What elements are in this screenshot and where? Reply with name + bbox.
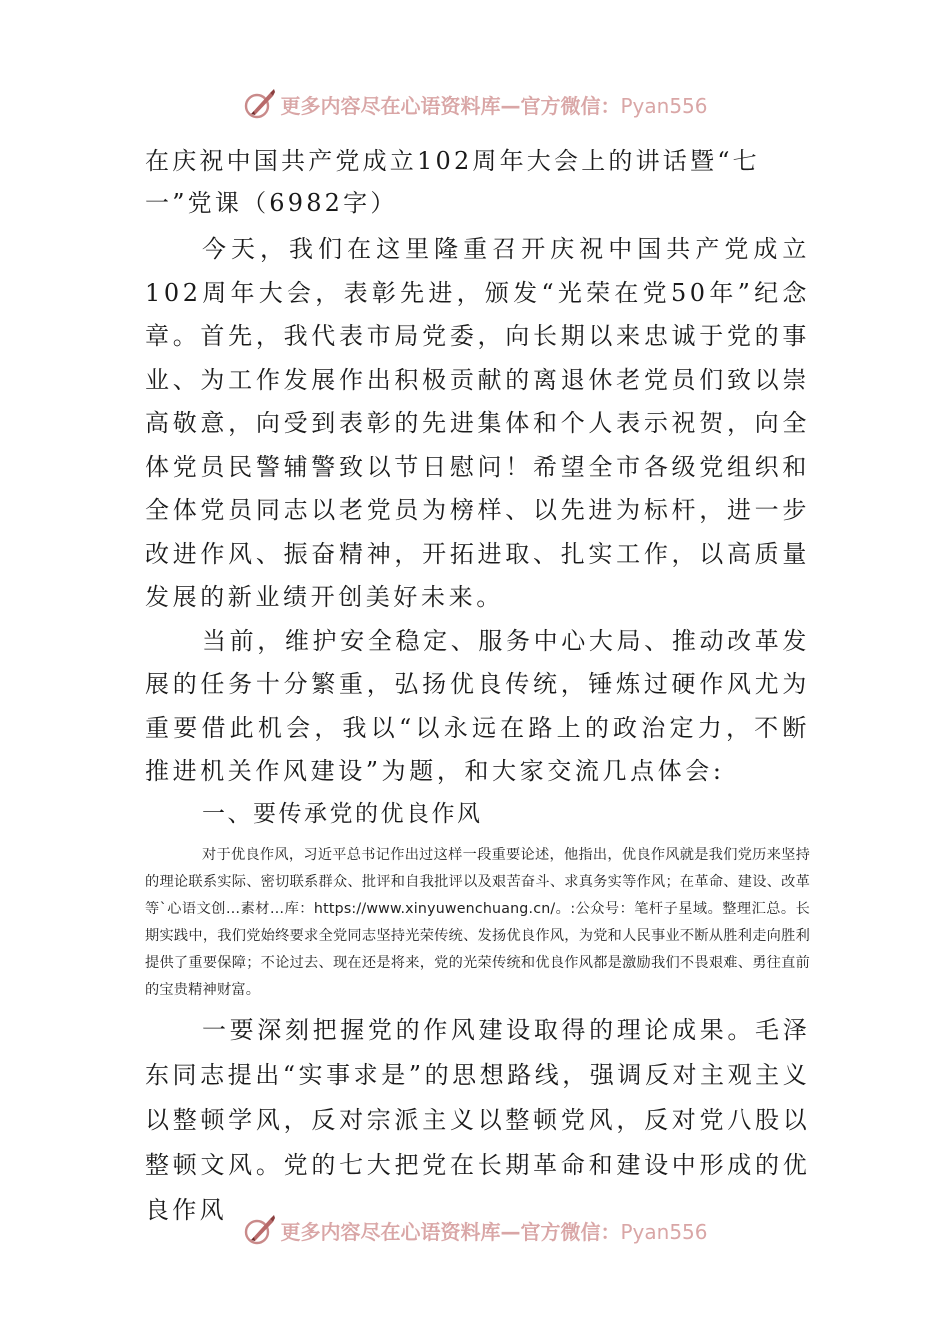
footer-watermark-banner (0, 1210, 950, 1250)
watermark-label: 更多内容尽在心语资料库—官方微信： (280, 93, 621, 118)
watermark-text (280, 1216, 707, 1245)
wechat-id: Pyan556 (620, 93, 708, 118)
quill-pen-logo-icon (242, 1213, 276, 1247)
wechat-id: Pyan556 (620, 1219, 708, 1244)
document-title: 在庆祝中国共产党成立102周年大会上的讲话暨“七一”党课（6982字） (145, 147, 760, 217)
quote-paragraph: 对于优良作风，习近平总书记作出过这样一段重要论述，他指出，优良作风就是我们党历来坚持的理论联系实际、密切联系群众、批评和自我批评以及艰苦奋斗、求真务实等作风；在革命、建设、改革等`心语文创…素材…库：https://www.xinyuwenchuang.cn/。:公众号：笔杆子星域。整理汇总。长期实践中，我们党始终要求全党同志坚持光荣传统、发扬优良作风，为党和人民事业不断从胜利走向胜利提供了重要保障；不论过去、现在还是将来，党的光荣传统和优良作风都是激励我们不畏艰难、勇往直前的宝贵精神财富。 (145, 846, 810, 998)
watermark-label: 更多内容尽在心语资料库—官方微信： (280, 1219, 621, 1244)
paragraph-opening: 今天，我们在这里隆重召开庆祝中国共产党成立102周年大会，表彰先进，颁发“光荣在党50年”纪念章。首先，我代表市局党委，向长期以来忠诚于党的事业、为工作发展作出积极贡献的离退休老党员们致以崇高敬意，向受到表彰的先进集体和个人表示祝贺，向全体党员民警辅警致以节日慰问！希望全市各级党组织和全体党员同志以老党员为榜样、以先进为标杆，进一步改进作风、振奋精神，开拓进取、扎实工作，以高质量发展的新业绩开创美好未来。 (145, 235, 810, 611)
header-watermark-banner (0, 84, 950, 124)
document-body (145, 140, 810, 1233)
paragraph-context: 当前，维护安全稳定、服务中心大局、推动改革发展的任务十分繁重，弘扬优良传统，锤炼过硬作风尤为重要借此机会，我以“以永远在路上的政治定力，不断推进机关作风建设”为题，和大家交流几点体会: (145, 626, 810, 785)
paragraph-theory: 一要深刻把握党的作风建设取得的理论成果。毛泽东同志提出“实事求是”的思想路线，强调反对主观主义以整顿学风，反对宗派主义以整顿党风，反对党八股以整顿文风。党的七大把党在长期革命和建设中形成的优良作风 (145, 1015, 810, 1224)
section-heading-1: 一、要传承党的优良作风 (202, 800, 483, 827)
watermark-text (280, 90, 707, 119)
quill-pen-logo-icon (242, 87, 276, 121)
